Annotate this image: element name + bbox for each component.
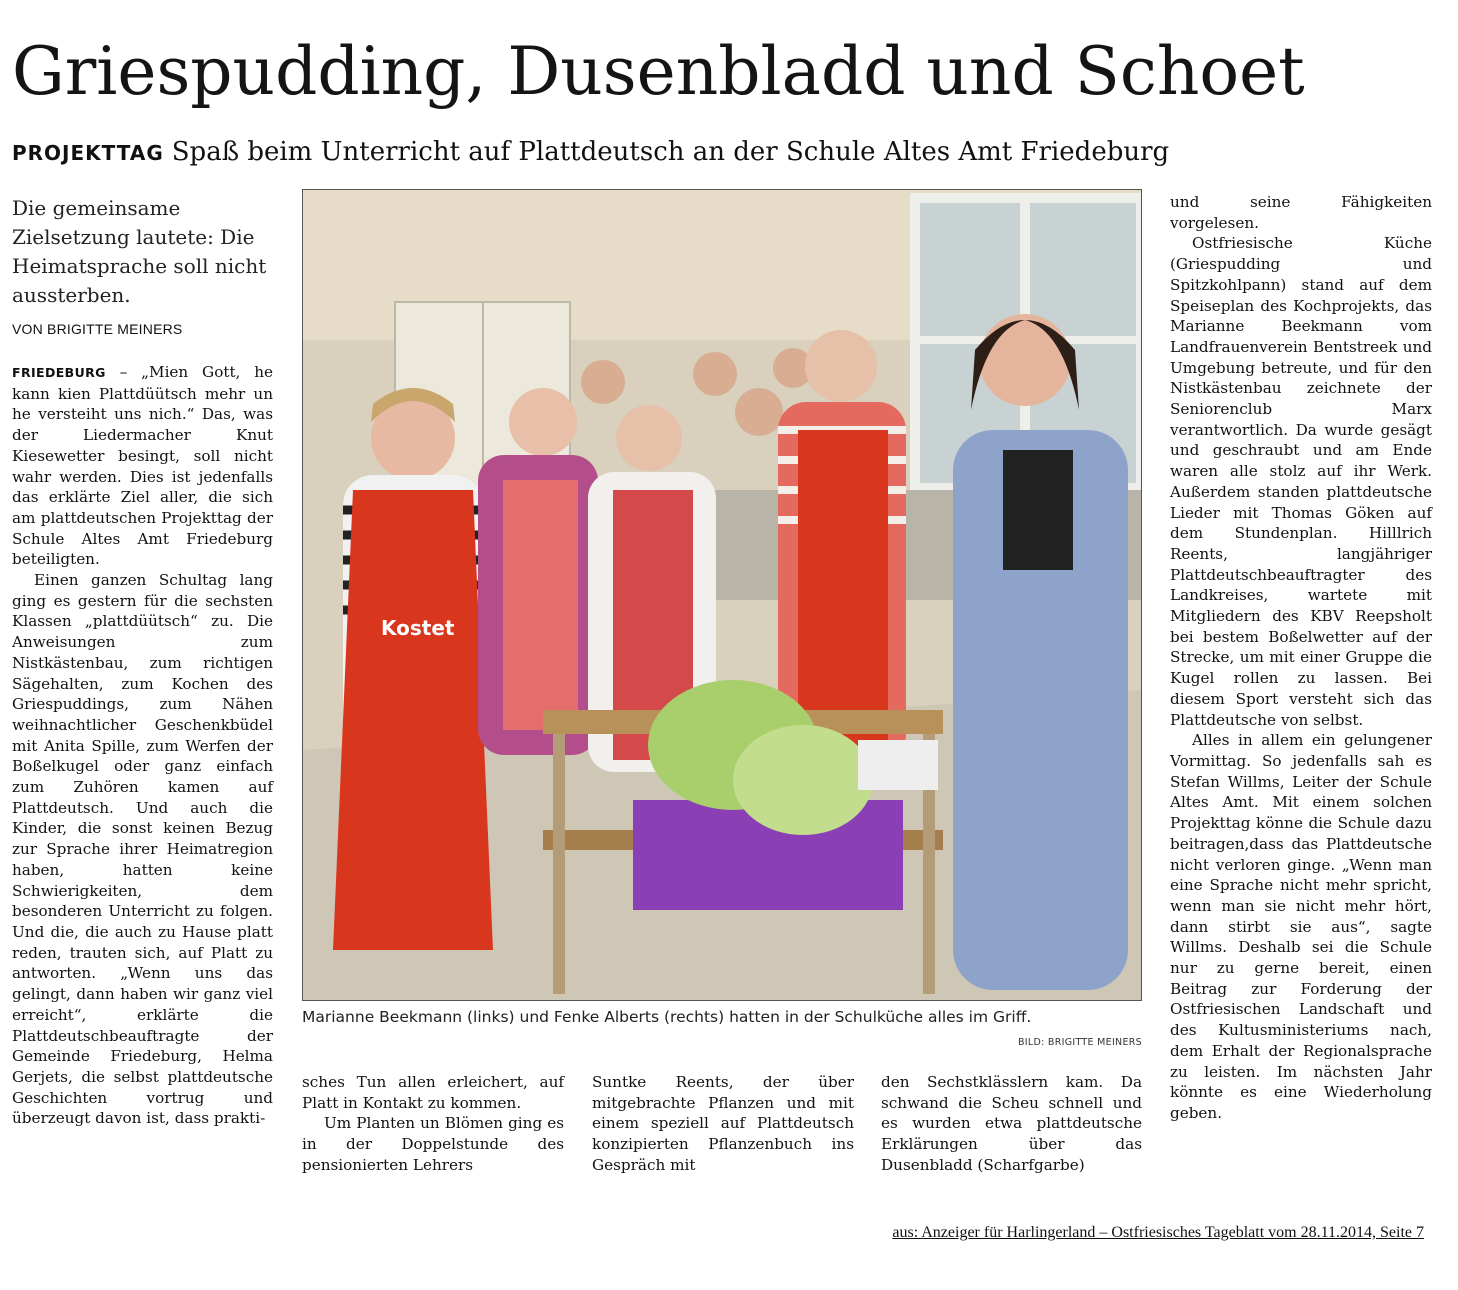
kitchen-photo-illustration xyxy=(303,190,1141,1000)
article-photo xyxy=(302,189,1142,1001)
article-column-3 xyxy=(592,1072,854,1176)
paragraph: und seine Fähigkeiten vorgelesen. xyxy=(1170,193,1432,232)
paragraph: sches Tun allen erleichert, auf Platt in Kontakt zu kommen. xyxy=(302,1073,564,1112)
paragraph: Um Planten un Blömen ging es in der Doppelstunde des pensionierten Lehrers xyxy=(302,1114,564,1174)
paragraph-text: – „Mien Gott, he kann kien Plattdüütsch mehr un he versteiht uns nich.“ Das, was der Liedermacher Knut Kiesewetter besingt, soll nicht wahr werden. Dies ist jedenfalls das erklärte Ziel aller, die sich am plattdeutschen Projekttag der Schule Altes Amt Friedeburg beteiligten. xyxy=(12,363,273,569)
photo-credit: BILD: BRIGITTE MEINERS xyxy=(1017,1037,1142,1048)
paragraph xyxy=(12,362,273,570)
subheadline-text: Spaß beim Unterricht auf Plattdeutsch an der Schule Altes Amt Friedeburg xyxy=(171,137,1170,167)
subheadline xyxy=(12,134,1432,171)
apron-text: Kostet xyxy=(381,616,455,640)
paragraph: den Sechstklässlern kam. Da schwand die Scheu schnell und es wurden etwa plattdeutsche Erklärungen über das Dusenbladd (Scharfgarbe) xyxy=(881,1073,1142,1174)
teaser: Die gemeinsame Zielsetzung lautete: Die Heimatsprache soll nicht aussterben. xyxy=(12,196,267,307)
paragraph: Ostfriesische Küche (Griespudding und Spitzkohlpann) stand auf dem Speiseplan des Kochprojekts, das Marianne Beekmann vom Landfrauenverein Bentstreek und Umgebung betreute, und für den Nistkästenbau zeichnete der Seniorenclub Marx verantwortlich. Da wurde gesägt und geschraubt und am Ende waren alle stolz auf ihr Werk. Außerdem standen plattdeutsche Lieder mit Thomas Göken auf dem Stundenplan. Hilllrich Reents, langjähriger Plattdeutschbeauftragter des Landkreises, wartete mit Mitgliedern des KBV Reepsholt bei bestem Boßelwetter auf der Strecke, um mit einer Gruppe die Kugel rollen zu lassen. Bei diesem Sport versteht sich das Plattdeutsche von selbst. xyxy=(1170,234,1432,729)
paragraph: Einen ganzen Schultag lang ging es gestern für die sechsten Klassen „plattdüütsch“ zu. Die Anweisungen zum Nistkästenbau, zum richtigen Sägehalten, zum Kochen des Griespuddings, zum Nähen weihnachtlicher Geschenkbüdel mit Anita Spille, zum Werfen der Boßelkugel oder ganz einfach zum Zuhören kamen auf Plattdeutsch. Und auch die Kinder, die sonst keinen Bezug zur Sprache ihrer Heimatregion haben, hatten keine Schwierigkeiten, dem besonderen Unterricht zu folgen. Und die, die auch zu Hause platt reden, trauten sich, auf Platt zu antworten. „Wenn uns das gelingt, dann haben wir ganz viel erreicht“, erklärte die Plattdeutschbeauftragte der Gemeinde Friedeburg, Helma Gerjets, die selbst plattdeutsche Geschichten vortrug und überzeugt davon ist, dass prakti- xyxy=(12,571,273,1128)
headline: Griespudding, Dusenbladd und Schoet xyxy=(12,33,1305,110)
photo-caption: Marianne Beekmann (links) und Fenke Alberts (rechts) hatten in der Schulküche alles im Griff. xyxy=(302,1008,1032,1026)
article-column-5 xyxy=(1170,192,1432,1124)
dateline: FRIEDEBURG xyxy=(12,365,106,380)
byline: VON BRIGITTE MEINERS xyxy=(12,321,183,337)
paragraph: Suntke Reents, der über mitgebrachte Pflanzen und mit einem speziell auf Plattdeutsch konzipierten Pflanzenbuch ins Gespräch mit xyxy=(592,1073,854,1174)
source-line: aus: Anzeiger für Harlingerland – Ostfriesisches Tageblatt vom 28.11.2014, Seite 7 xyxy=(892,1224,1424,1241)
article-column-4 xyxy=(881,1072,1142,1176)
article-column-2 xyxy=(302,1072,564,1176)
paragraph: Alles in allem ein gelungener Vormittag. So jedenfalls sah es Stefan Willms, Leiter der Schule Altes Amt. Mit einem solchen Projekttag könne die Schule dazu beitragen,dass das Plattdeutsche nicht verloren ginge. „Wenn man eine Sprache nicht mehr spricht, wenn man sie nicht mehr hört, dann stirbt sie aus“, sagte Willms. Deshalb sei die Schule nur zu gerne bereit, einen Beitrag zur Forderung der Ostfriesischen Landschaft und des Kultusministeriums nach, dem Erhalt der Regionalsprache zu leisten. Im nächsten Jahr könnte es eine Wiederholung geben. xyxy=(1170,731,1432,1122)
kicker: PROJEKTTAG xyxy=(12,141,164,165)
article-column-1 xyxy=(12,362,273,1129)
